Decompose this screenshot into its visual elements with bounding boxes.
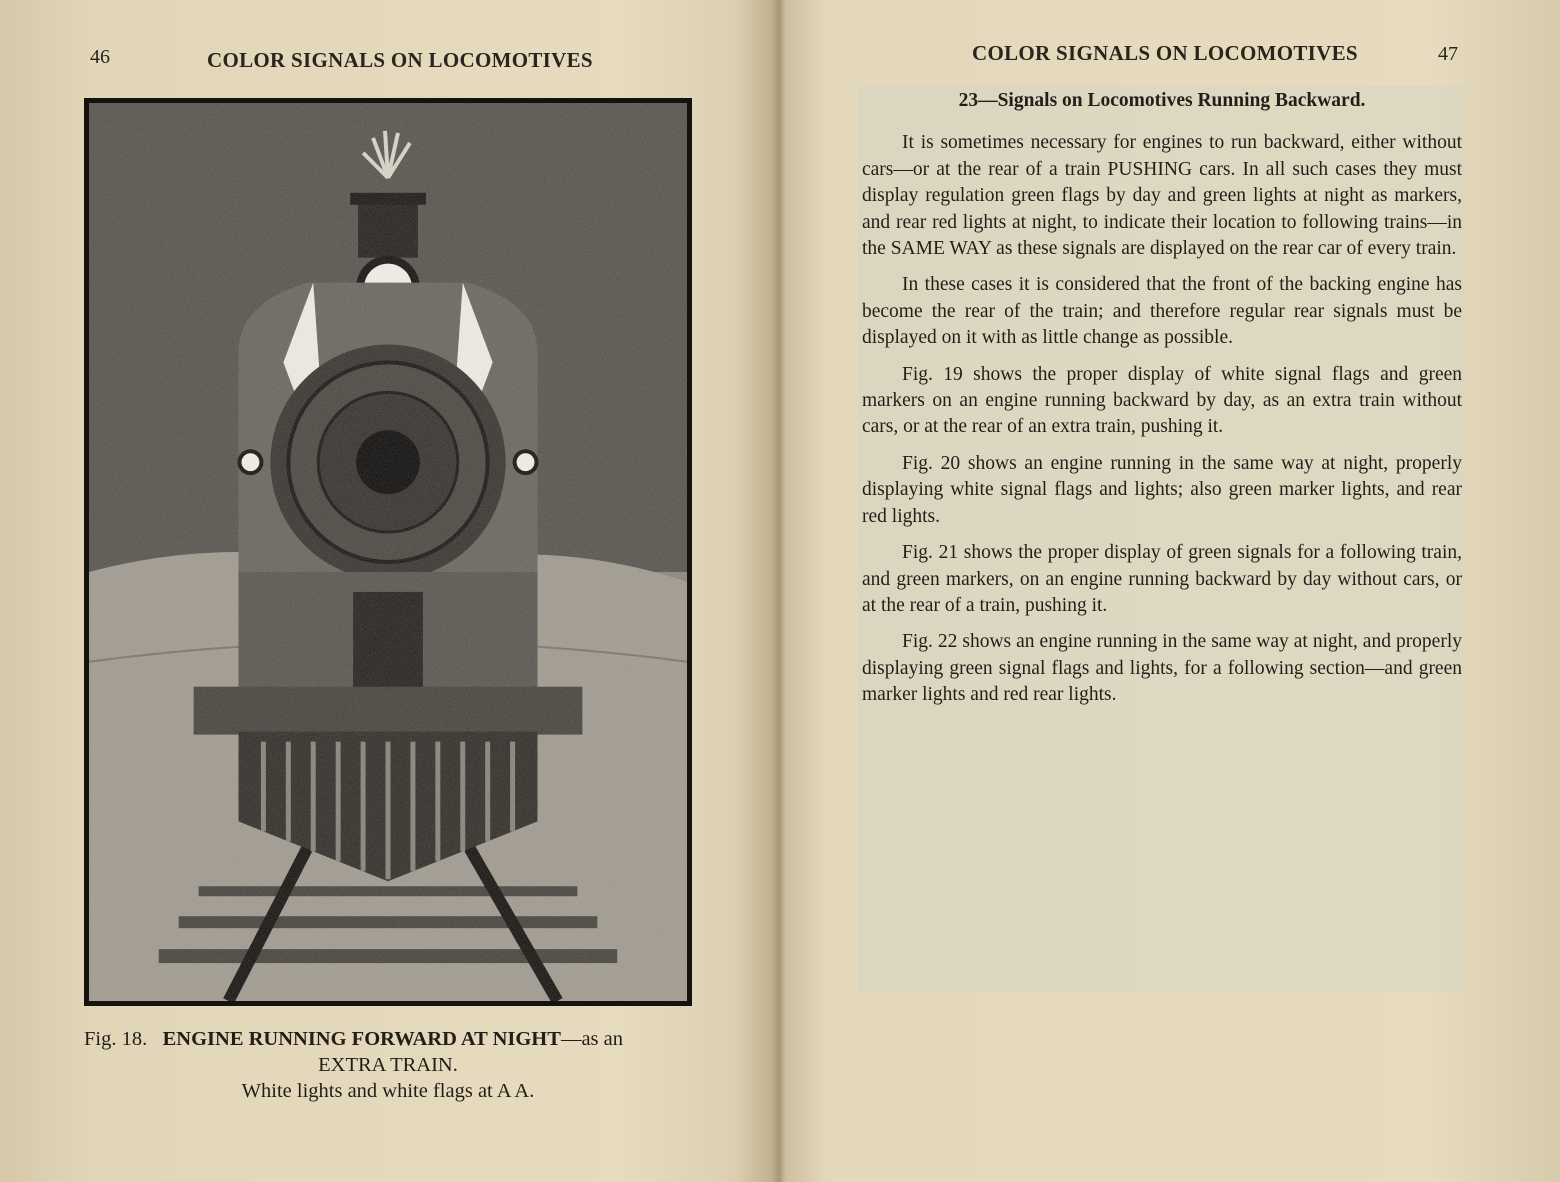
paragraph-1: It is sometimes necessary for engines to run backward, either without cars—or at the rear of a train PUSHING cars. In all such cases they must display regulation green flags by day and green lights at night as markers, and rear red lights at night, to indicate their location to following trains—in the SAME WAY as these signals are displayed on the rear car of every train.: [862, 132, 1462, 260]
caption-tail: —as an: [560, 1028, 623, 1050]
caption-title: ENGINE RUNNING FORWARD AT NIGHT: [162, 1028, 561, 1050]
caption-line-2: EXTRA TRAIN.: [318, 1054, 458, 1076]
caption-label: Fig. 18.: [84, 1028, 148, 1050]
right-page-number: 47: [1438, 43, 1458, 65]
left-running-head: COLOR SIGNALS ON LOCOMOTIVES: [207, 48, 593, 72]
right-page-body: [862, 88, 1462, 719]
paragraph-4: Fig. 20 shows an engine running in the same way at night, properly displaying white signal flags and lights; also green marker lights, and rear red lights.: [862, 452, 1462, 527]
paragraph-5: Fig. 21 shows the proper display of green signals for a following train, and green markers, on an engine running backward by day without cars, or at the rear of a train, pushing it.: [862, 542, 1462, 616]
paragraph-2: In these cases it is considered that the front of the backing engine has become the rear of the train; and therefore regular rear signals must be displayed on it with as little change as possible.: [862, 274, 1462, 349]
left-page: [0, 0, 776, 1182]
figure-caption: [84, 1026, 692, 1104]
paragraph-6: Fig. 22 shows an engine running in the same way at night, and properly displaying green signal flags and lights, for a following section—and green marker lights and red rear lights.: [862, 631, 1462, 706]
locomotive-illustration: [84, 98, 692, 1006]
left-page-number: 46: [90, 46, 110, 68]
caption-line-1: [84, 1026, 692, 1052]
caption-line-3: White lights and white flags at A A.: [241, 1080, 535, 1102]
paragraph-3: Fig. 19 shows the proper display of white signal flags and green markers on an engine running backward by day, as an extra train without cars, or at the rear of an extra train, pushing it.: [862, 363, 1462, 438]
section-heading: 23—Signals on Locomotives Running Backward.: [958, 90, 1366, 111]
right-running-head: COLOR SIGNALS ON LOCOMOTIVES: [972, 41, 1358, 65]
